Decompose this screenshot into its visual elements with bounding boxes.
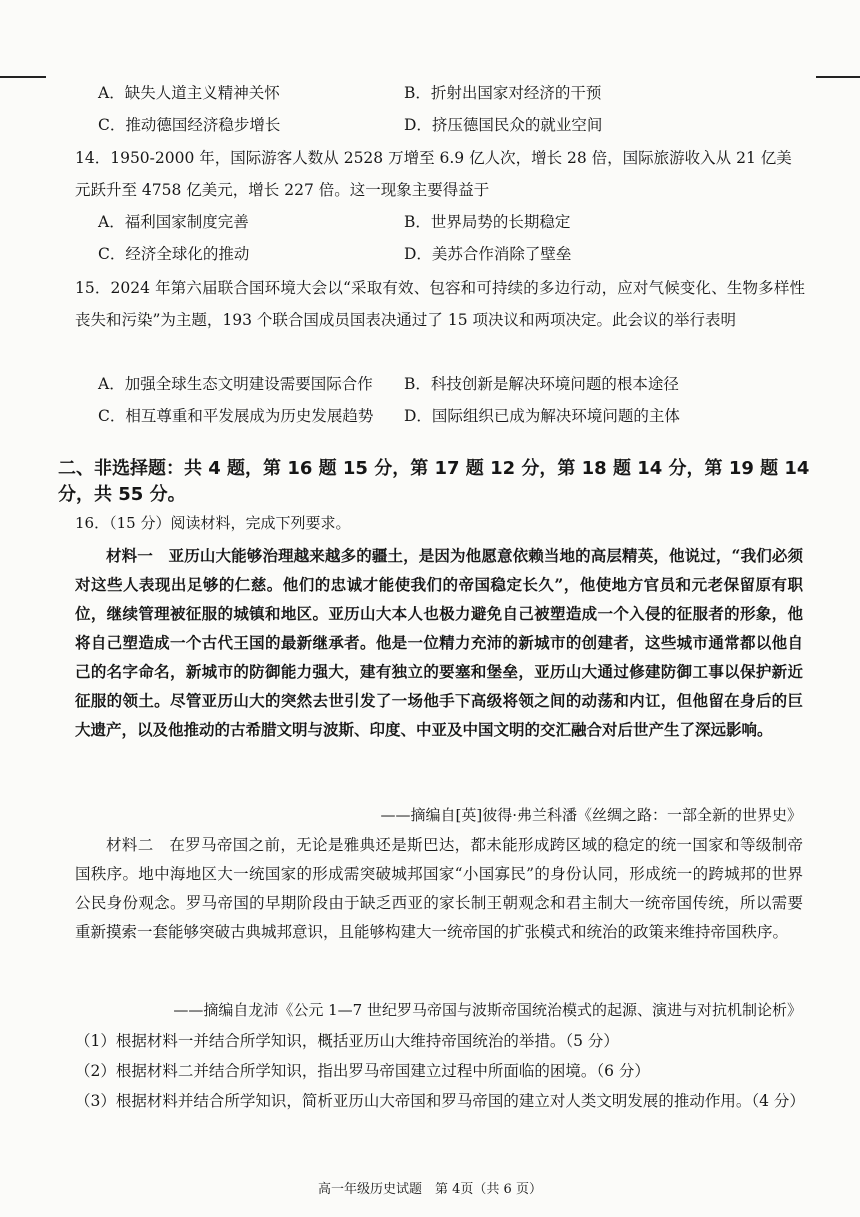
material-one-source: ——摘编自[英]彼得·弗兰科潘《丝绸之路：一部全新的世界史》 <box>380 806 802 824</box>
material-one: 材料一 亚历山大能够治理越来越多的疆土，是因为他愿意依赖当地的高层精英，他说过，“我们必须对这些人表现出足够的仁慈。他们的忠诚才能使我们的帝国稳定长久”，他使地方官员和元老保留原有职位，继续管理被征服的城镇和地区。亚历山大本人也极力避免自己被塑造成一个入侵的征服者的形象，他将自己塑造成一个古代王国的最新继承者。他是一位精力充沛的新城市的创建者，这些城市通常都以他自己的名字命名，新城市的防御能力强大，建有独立的要塞和堡垒，亚历山大通过修建防御工事以保护新近征服的领土。尽管亚历山大的突然去世引发了一场他手下高级将领之间的动荡和内讧，但他留在身后的巨大遗产，以及他推动的古希腊文明与波斯、印度、中亚及中国文明的交汇融合对后世产生了深远影响。 <box>75 546 803 739</box>
header-rule-right <box>816 76 860 78</box>
q16-question-3: （3）根据材料并结合所学知识，简析亚历山大帝国和罗马帝国的建立对人类文明发展的推动作用。（4 分） <box>75 1092 805 1110</box>
q15-option-c: C．相互尊重和平发展成为历史发展趋势 <box>98 407 374 425</box>
material-two: 材料二 在罗马帝国之前，无论是雅典还是斯巴达，都未能形成跨区域的稳定的统一国家和等级制帝国秩序。地中海地区大一统国家的形成需突破城邦国家“小国寡民”的身份认同，形成统一的跨城邦的世界公民身份观念。罗马帝国的早期阶段由于缺乏西亚的家长制王朝观念和君主制大一统帝国传统，所以需要重新摸索一套能够突破古典城邦意识，且能够构建大一统帝国的扩张模式和统治的政策来维持帝国秩序。 <box>75 836 803 941</box>
q16-question-1: （1）根据材料一并结合所学知识，概括亚历山大维持帝国统治的举措。（5 分） <box>75 1032 619 1050</box>
q16-questions <box>75 1026 805 1116</box>
q15-option-a: A．加强全球生态文明建设需要国际合作 <box>98 375 373 393</box>
q14-option-d: D．美苏合作消除了壁垒 <box>404 245 572 263</box>
q13-option-d: D．挤压德国民众的就业空间 <box>404 116 603 134</box>
page-footer: 高一年级历史试题 第 4页（共 6 页） <box>318 1182 542 1197</box>
q13-option-b: B．折射出国家对经济的干预 <box>404 84 602 102</box>
q15-option-b: B．科技创新是解决环境问题的根本途径 <box>404 375 679 393</box>
q13-option-c: C．推动德国经济稳步增长 <box>98 116 281 134</box>
q14-stem-line1: 14．1950-2000 年，国际游客人数从 2528 万增至 6.9 亿人次，增长 28 倍，国际旅游收入从 21 亿美 <box>75 149 792 167</box>
q16-stem: 16．（15 分）阅读材料，完成下列要求。 <box>75 514 351 532</box>
q14-option-a: A．福利国家制度完善 <box>98 213 249 231</box>
material-two-source: ——摘编自龙沛《公元 1—7 世纪罗马帝国与波斯帝国统治模式的起源、演进与对抗机制论析》 <box>173 1001 802 1019</box>
q14-option-b: B．世界局势的长期稳定 <box>404 213 571 231</box>
q14-stem-line2: 元跃升至 4758 亿美元，增长 227 倍。这一现象主要得益于 <box>75 181 490 199</box>
q13-option-a: A．缺失人道主义精神关怀 <box>98 84 280 102</box>
q14-option-c: C．经济全球化的推动 <box>98 245 250 263</box>
q15-option-d: D．国际组织已成为解决环境问题的主体 <box>404 407 680 425</box>
q15-stem: 15．2024 年第六届联合国环境大会以“采取有效、包容和可持续的多边行动，应对气候变化、生物多样性丧失和污染”为主题，193 个联合国成员国表决通过了 15 项决议和两项决定。此会议的举行表明 <box>75 279 805 329</box>
q16-question-2: （2）根据材料二并结合所学知识，指出罗马帝国建立过程中所面临的困境。（6 分） <box>75 1062 650 1080</box>
header-rule-left <box>0 76 46 78</box>
section-title: 二、非选择题：共 4 题，第 16 题 15 分，第 17 题 12 分，第 18 题 14 分，第 19 题 14 分，共 55 分。 <box>58 458 810 505</box>
